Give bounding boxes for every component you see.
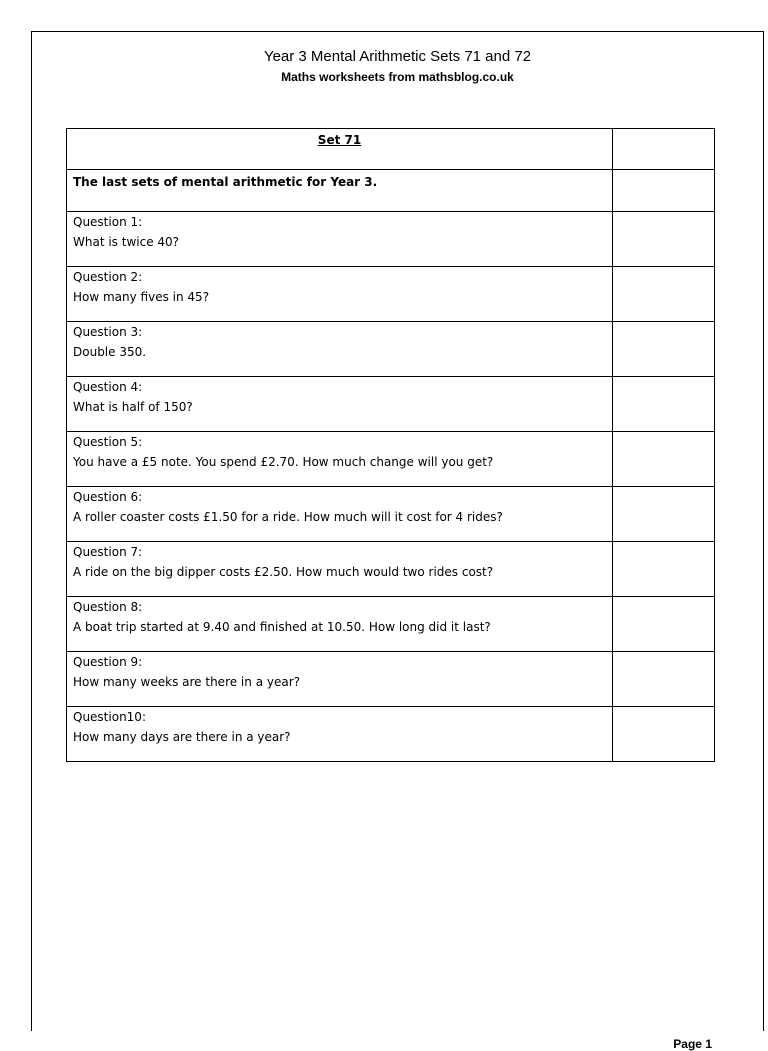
- answer-cell[interactable]: [613, 432, 715, 487]
- answer-cell[interactable]: [613, 597, 715, 652]
- answer-cell[interactable]: [613, 542, 715, 597]
- question-text: What is twice 40?: [73, 235, 180, 249]
- answer-cell[interactable]: [613, 707, 715, 762]
- question-cell: [67, 652, 613, 707]
- question-text: Double 350.: [73, 345, 147, 359]
- question-row: [67, 432, 715, 487]
- question-label: Question 8:: [73, 600, 143, 614]
- intro-text: The last sets of mental arithmetic for Year 3.: [73, 175, 378, 189]
- question-text: How many weeks are there in a year?: [73, 675, 300, 689]
- question-text: A boat trip started at 9.40 and finished at 10.50. How long did it last?: [73, 620, 491, 634]
- question-text: A ride on the big dipper costs £2.50. How much would two rides cost?: [73, 565, 494, 579]
- question-cell: [67, 322, 613, 377]
- question-row: [67, 652, 715, 707]
- question-cell: [67, 487, 613, 542]
- intro-cell: [67, 170, 613, 212]
- question-label: Question 5:: [73, 435, 143, 449]
- question-label: Question 6:: [73, 490, 143, 504]
- answer-cell[interactable]: [613, 267, 715, 322]
- set-heading: Set 71: [317, 133, 362, 147]
- set-heading-cell: [67, 129, 613, 170]
- question-label: Question 7:: [73, 545, 143, 559]
- question-cell: [67, 432, 613, 487]
- question-cell: [67, 597, 613, 652]
- question-label: Question 2:: [73, 270, 143, 284]
- worksheet-page: [31, 31, 764, 1051]
- question-cell: [67, 377, 613, 432]
- answer-cell: [613, 170, 715, 212]
- set-heading-row: [67, 129, 715, 170]
- question-row: [67, 267, 715, 322]
- question-text: What is half of 150?: [73, 400, 193, 414]
- question-label: Question 9:: [73, 655, 143, 669]
- page-title: Year 3 Mental Arithmetic Sets 71 and 72: [263, 48, 532, 65]
- answer-cell[interactable]: [613, 212, 715, 267]
- question-row: [67, 542, 715, 597]
- question-text: How many days are there in a year?: [73, 730, 291, 744]
- question-label: Question10:: [73, 710, 146, 724]
- question-label: Question 4:: [73, 380, 143, 394]
- question-row: [67, 597, 715, 652]
- question-cell: [67, 542, 613, 597]
- question-text: How many fives in 45?: [73, 290, 210, 304]
- question-text: You have a £5 note. You spend £2.70. How much change will you get?: [73, 455, 494, 469]
- question-cell: [67, 707, 613, 762]
- intro-row: [67, 170, 715, 212]
- answer-cell[interactable]: [613, 377, 715, 432]
- question-label: Question 3:: [73, 325, 143, 339]
- answer-cell[interactable]: [613, 322, 715, 377]
- question-row: [67, 377, 715, 432]
- question-row: [67, 322, 715, 377]
- answer-cell: [613, 129, 715, 170]
- question-table: [66, 128, 715, 762]
- answer-cell[interactable]: [613, 652, 715, 707]
- page-number: Page 1: [673, 1037, 712, 1051]
- question-label: Question 1:: [73, 215, 143, 229]
- answer-cell[interactable]: [613, 487, 715, 542]
- question-cell: [67, 212, 613, 267]
- page-subtitle: Maths worksheets from mathsblog.co.uk: [281, 70, 514, 84]
- question-text: A roller coaster costs £1.50 for a ride. How much will it cost for 4 rides?: [73, 510, 503, 524]
- question-cell: [67, 267, 613, 322]
- question-row: [67, 212, 715, 267]
- question-row: [67, 707, 715, 762]
- question-row: [67, 487, 715, 542]
